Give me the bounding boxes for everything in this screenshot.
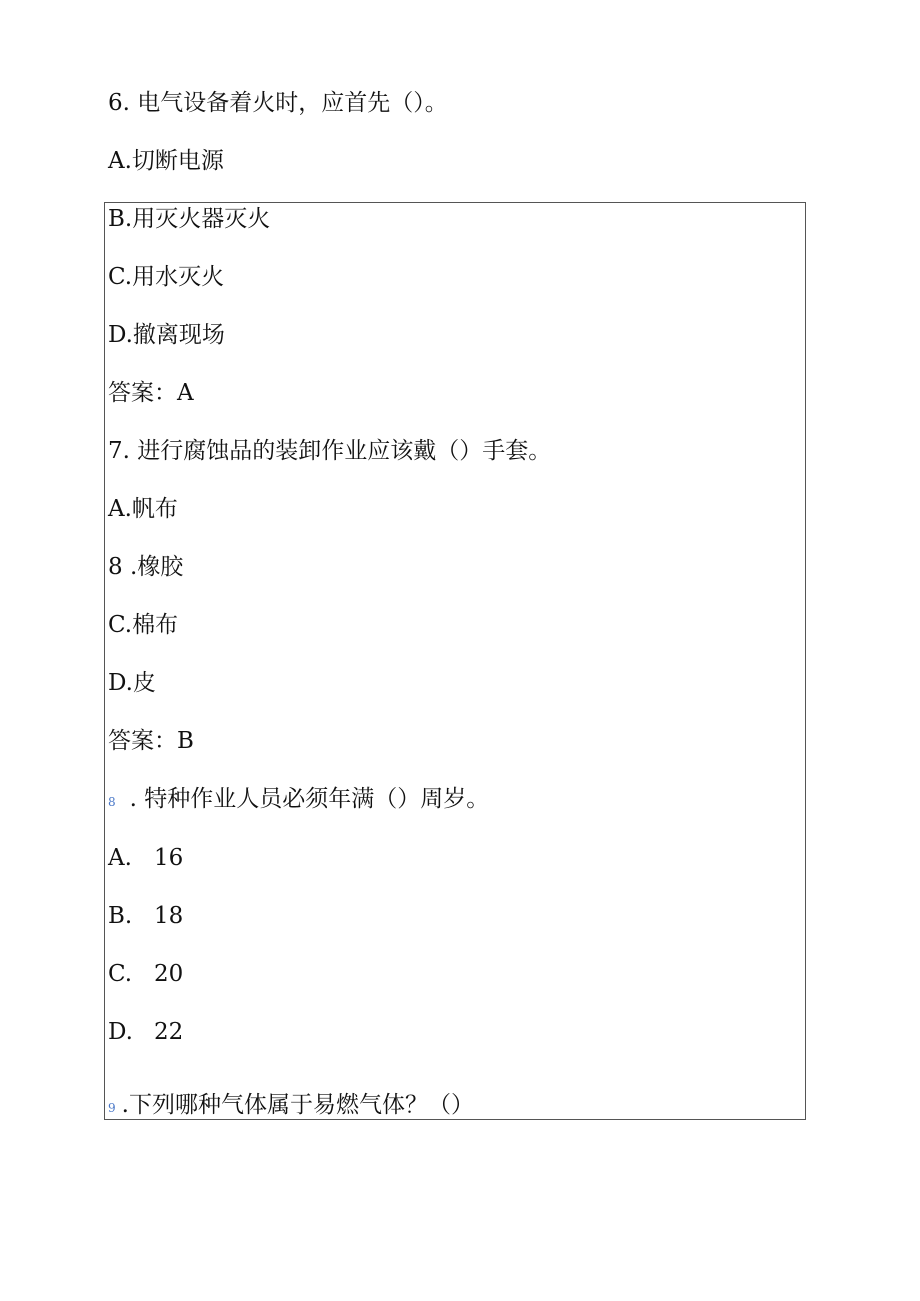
- q7-option-b: 8 .橡胶: [108, 554, 184, 580]
- question-text: .下列哪种气体属于易燃气体？（）: [121, 1092, 474, 1118]
- q6-option-a: A.切断电源: [108, 148, 224, 174]
- option-value: 18: [154, 903, 184, 929]
- option-value: 20: [154, 961, 184, 987]
- q8-option-d: [108, 1017, 183, 1047]
- question-6: [108, 88, 448, 118]
- q7-option-c: C.棉布: [108, 612, 179, 638]
- q7-option-d: D.皮: [108, 670, 156, 696]
- q7-answer: 答案：B: [108, 728, 194, 754]
- question-7: [108, 436, 551, 466]
- option-letter: B.: [108, 903, 133, 929]
- question-text: . 电气设备着火时，应首先（）。: [122, 90, 448, 116]
- option-value: 16: [154, 845, 184, 871]
- question-number: 9: [108, 1101, 116, 1115]
- q8-option-c: [108, 959, 183, 989]
- q8-option-a: [108, 843, 183, 873]
- question-number: 8: [108, 795, 116, 809]
- q7-option-a: A.帆布: [108, 496, 178, 522]
- option-letter: D.: [108, 1019, 133, 1045]
- option-letter: C.: [108, 961, 133, 987]
- option-letter: A.: [108, 845, 132, 871]
- q6-option-d: D.撤离现场: [108, 322, 225, 348]
- option-value: 22: [154, 1019, 184, 1045]
- q8-option-b: [108, 901, 183, 931]
- q6-option-c: C.用水灭火: [108, 264, 225, 290]
- q6-option-b: B.用灭火器灭火: [108, 206, 271, 232]
- question-8: [108, 784, 489, 817]
- question-9: [108, 1090, 474, 1123]
- question-text: . 进行腐蚀品的装卸作业应该戴（）手套。: [122, 438, 552, 464]
- question-text: . 特种作业人员必须年满（）周岁。: [129, 786, 490, 812]
- question-number: 7: [108, 438, 123, 464]
- q6-answer: 答案：A: [108, 380, 194, 406]
- question-number: 6: [108, 90, 123, 116]
